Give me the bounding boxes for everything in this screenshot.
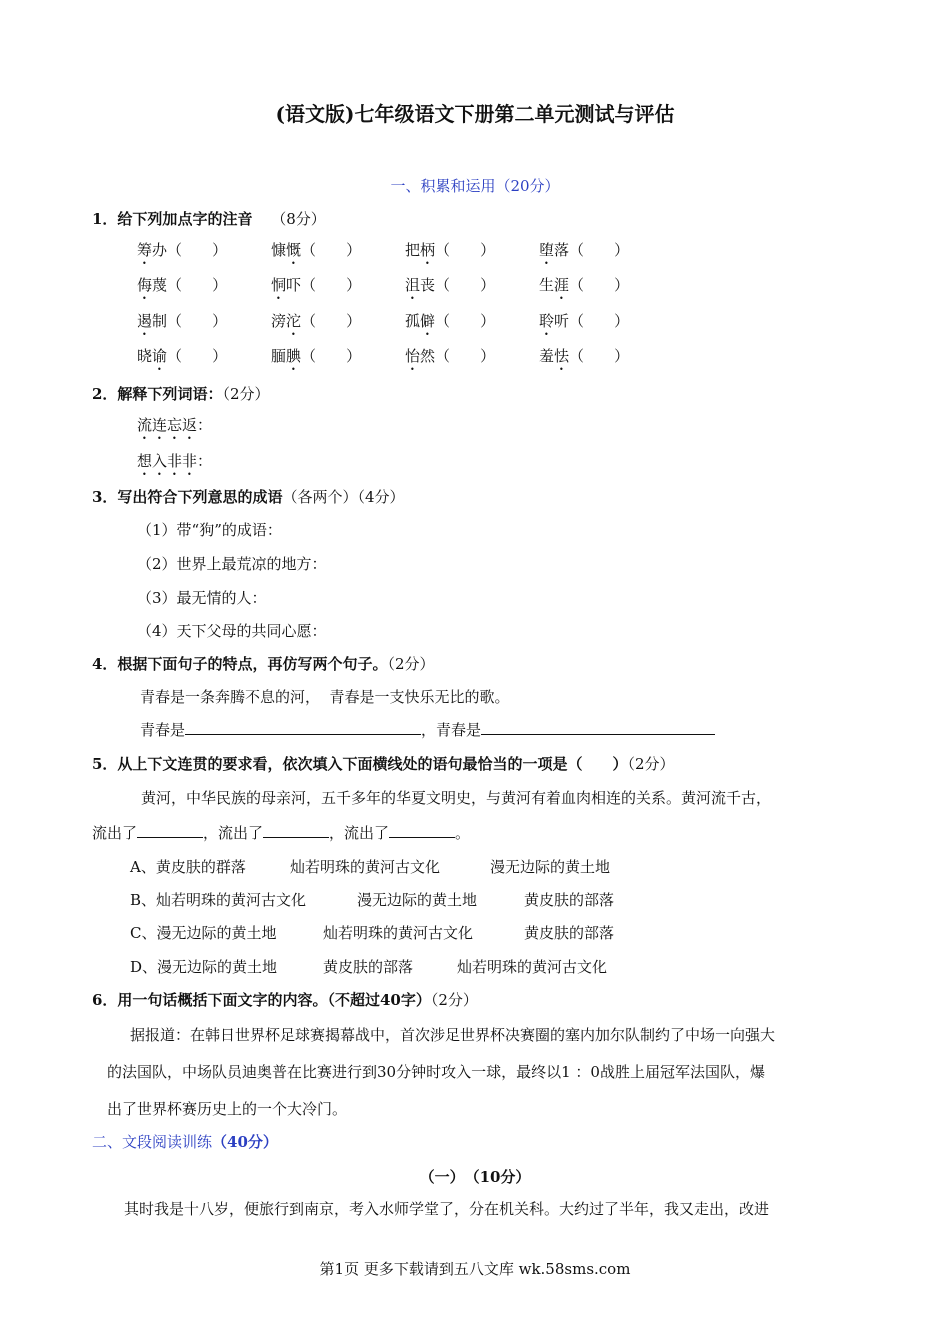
passage-part-3: ，流出了 <box>329 824 390 842</box>
question-3-points: （各两个）（4分） <box>282 488 405 506</box>
pinyin-item: 筹办（ ） <box>137 241 228 259</box>
pinyin-item: 遏制（ ） <box>137 312 228 330</box>
question-2 <box>92 383 270 404</box>
idiom-item-3: （3）最无情的人： <box>137 589 267 607</box>
question-3 <box>92 486 405 507</box>
option-part: 灿若明珠的黄河古文化 <box>457 958 608 976</box>
question-4 <box>92 653 435 674</box>
section-2-heading <box>92 1131 278 1152</box>
answer-blank-2[interactable] <box>481 720 715 735</box>
question-6-points: （2分） <box>430 991 478 1009</box>
question-1-points: （8分） <box>271 210 326 228</box>
idiom-item-1: （1）带“狗”的成语： <box>137 521 282 539</box>
option-label[interactable]: C、漫无边际的黄土地 <box>130 924 277 942</box>
passage-line-1: 黄河，中华民族的母亲河，五千多年的华夏文明史，与黄河有着血肉相连的关系。黄河流千古， <box>141 789 772 807</box>
question-5-points: （2分） <box>627 755 675 773</box>
question-2-label: 2．解释下列词语： <box>92 385 223 403</box>
passage-part-1: 流出了 <box>92 824 138 842</box>
option-part: 漫无边际的黄土地 <box>490 858 611 876</box>
option-part: 黄皮肤的部落 <box>323 958 414 976</box>
option-part: 灿若明珠的黄河古文化 <box>323 924 474 942</box>
fill-sentence <box>140 719 715 740</box>
question-4-points: （2分） <box>387 655 435 673</box>
question-1 <box>92 208 326 229</box>
option-part: 黄皮肤的部落 <box>524 891 615 909</box>
idiom-item-2: （2）世界上最荒凉的地方： <box>137 555 327 573</box>
passage-line-2 <box>92 822 470 843</box>
option-label[interactable]: D、漫无边际的黄土地 <box>130 958 278 976</box>
question-5-label: 5．从上下文连贯的要求看，依次填入下面横线处的语句最恰当的一项是（ ） <box>92 755 628 773</box>
passage-end: 。 <box>455 824 471 842</box>
passage-part-2: ，流出了 <box>203 824 264 842</box>
pinyin-item: 聆听（ ） <box>539 312 630 330</box>
fill-prefix-b: ，青春是 <box>421 721 482 739</box>
passage-blank-2[interactable] <box>263 823 329 838</box>
part-heading: （一） （10分） <box>419 1168 531 1186</box>
pinyin-item: 慷慨（ ） <box>271 241 362 259</box>
document-title: (语文版)七年级语文下册第二单元测试与评估 <box>275 102 675 126</box>
question-6 <box>92 989 478 1010</box>
question-2-points: （2分） <box>222 385 270 403</box>
answer-blank-1[interactable] <box>185 720 421 735</box>
pinyin-item: 孤僻（ ） <box>405 312 496 330</box>
reading-passage-line: 其时我是十八岁，便旅行到南京，考入水师学堂了，分在机关科。大约过了半年，我又走出，改进 <box>124 1200 770 1218</box>
option-label[interactable]: B、灿若明珠的黄河古文化 <box>130 891 307 909</box>
example-sentence: 青春是一条奔腾不息的河， 青春是一支快乐无比的歌。 <box>140 688 510 706</box>
option-part: 灿若明珠的黄河古文化 <box>290 858 441 876</box>
pinyin-item: 沮丧（ ） <box>405 276 496 294</box>
section-2-heading-points: （40分） <box>212 1133 278 1151</box>
pinyin-item: 晓谕（ ） <box>137 347 228 365</box>
news-line-1: 据报道：在韩日世界杯足球赛揭幕战中，首次涉足世界杯决赛圈的塞内加尔队制约了中场一向强大 <box>130 1026 776 1044</box>
pinyin-item: 腼腆（ ） <box>271 347 362 365</box>
pinyin-item: 生涯（ ） <box>539 276 630 294</box>
news-line-3: 出了世界杯赛历史上的一个大冷门。 <box>107 1100 348 1118</box>
section-1-heading: 一、积累和运用（20分） <box>390 177 560 195</box>
section-2-heading-text: 二、文段阅读训练 <box>92 1133 213 1151</box>
fill-prefix-a: 青春是 <box>140 721 186 739</box>
pinyin-item: 羞怯（ ） <box>539 347 630 365</box>
question-3-label: 3．写出符合下列意思的成语 <box>92 488 283 506</box>
term-1: 流连忘返： <box>137 416 213 434</box>
passage-blank-3[interactable] <box>389 823 455 838</box>
question-5 <box>92 753 675 774</box>
question-1-label: 1．给下列加点字的注音 <box>92 210 253 228</box>
idiom-item-4: （4）天下父母的共同心愿： <box>137 622 327 640</box>
option-label[interactable]: A、黄皮肤的群落 <box>130 858 246 876</box>
news-line-2: 的法国队，中场队员迪奥普在比赛进行到30分钟时攻入一球，最终以1 ：0战胜上届冠军法国队，爆 <box>107 1063 765 1081</box>
pinyin-item: 滂沱（ ） <box>271 312 362 330</box>
question-6-label: 6．用一句话概括下面文字的内容。（不超过40字） <box>92 991 431 1009</box>
pinyin-item: 怡然（ ） <box>405 347 496 365</box>
pinyin-item: 侮蔑（ ） <box>137 276 228 294</box>
page-footer: 第1页 更多下载请到五八文库 wk.58sms.com <box>319 1260 631 1278</box>
question-4-label: 4．根据下面句子的特点，再仿写两个句子。 <box>92 655 388 673</box>
term-2: 想入非非： <box>137 452 213 470</box>
pinyin-item: 把柄（ ） <box>405 241 496 259</box>
pinyin-item: 恫吓（ ） <box>271 276 362 294</box>
passage-blank-1[interactable] <box>137 823 203 838</box>
option-part: 黄皮肤的部落 <box>524 924 615 942</box>
pinyin-item: 堕落（ ） <box>539 241 630 259</box>
option-part: 漫无边际的黄土地 <box>357 891 478 909</box>
